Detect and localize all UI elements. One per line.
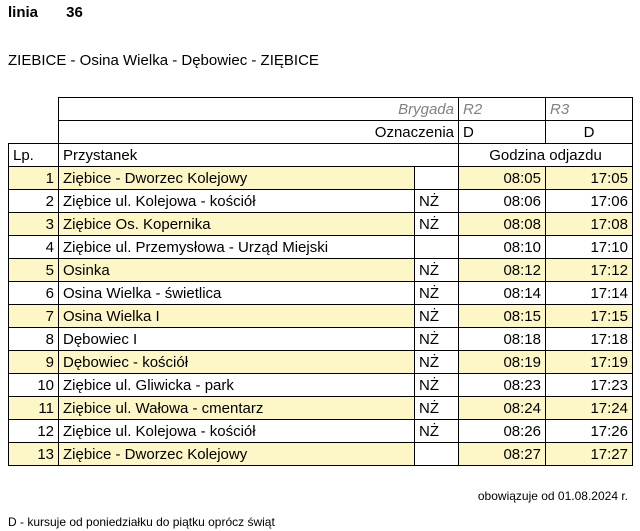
stop-name-cell: Ziębice - Dworzec Kolejowy	[59, 167, 415, 190]
stop-number-cell: 10	[9, 374, 59, 397]
departure-r3-cell: 17:18	[546, 328, 633, 351]
designation-row	[9, 121, 633, 144]
effective-date-note: obowiązuje od 01.08.2024 r.	[477, 489, 628, 503]
departure-r2-cell: 08:26	[459, 420, 546, 443]
stop-name-cell: Dębowiec - kościół	[59, 351, 415, 374]
stop-header: Przystanek	[59, 144, 459, 167]
table-row	[9, 420, 633, 443]
header-row	[9, 144, 633, 167]
request-stop-mark-cell: NŻ	[415, 213, 459, 236]
brigade-row	[9, 98, 633, 121]
departure-r2-cell: 08:18	[459, 328, 546, 351]
departure-r2-cell: 08:06	[459, 190, 546, 213]
request-stop-mark-cell	[415, 236, 459, 259]
table-row	[9, 351, 633, 374]
departure-r2-cell: 08:12	[459, 259, 546, 282]
stop-name-cell: Ziębice Os. Kopernika	[59, 213, 415, 236]
stop-name-cell: Osina Wielka I	[59, 305, 415, 328]
table-row	[9, 213, 633, 236]
stop-name-cell: Ziębice ul. Kolejowa - kościół	[59, 190, 415, 213]
brigade-label: Brygada	[59, 98, 459, 121]
blank-cell	[9, 121, 59, 144]
request-stop-mark-cell: NŻ	[415, 259, 459, 282]
table-row	[9, 282, 633, 305]
request-stop-mark-cell: NŻ	[415, 305, 459, 328]
departure-r2-cell: 08:24	[459, 397, 546, 420]
request-stop-mark-cell: NŻ	[415, 351, 459, 374]
departure-r2-cell: 08:15	[459, 305, 546, 328]
departure-r2-cell: 08:27	[459, 443, 546, 466]
stop-name-cell: Osina Wielka - świetlica	[59, 282, 415, 305]
stop-number-cell: 9	[9, 351, 59, 374]
lp-header: Lp.	[9, 144, 59, 167]
request-stop-mark-cell: NŻ	[415, 328, 459, 351]
designation-label: Oznaczenia	[59, 121, 459, 144]
request-stop-mark-cell	[415, 443, 459, 466]
stop-number-cell: 1	[9, 167, 59, 190]
blank-cell	[9, 98, 59, 121]
stop-number-cell: 13	[9, 443, 59, 466]
departure-r3-cell: 17:15	[546, 305, 633, 328]
stop-number-cell: 4	[9, 236, 59, 259]
designation-r2: D	[459, 121, 546, 144]
stop-number-cell: 2	[9, 190, 59, 213]
brigade-r3: R3	[546, 98, 633, 121]
stop-number-cell: 5	[9, 259, 59, 282]
departure-r3-cell: 17:05	[546, 167, 633, 190]
stop-number-cell: 12	[9, 420, 59, 443]
stop-number-cell: 8	[9, 328, 59, 351]
request-stop-mark-cell: NŻ	[415, 420, 459, 443]
table-row	[9, 236, 633, 259]
departure-r3-cell: 17:24	[546, 397, 633, 420]
table-row	[9, 167, 633, 190]
legend-note: D - kursuje od poniedziałku do piątku oprócz świąt	[8, 515, 275, 529]
stop-name-cell: Ziębice ul. Gliwicka - park	[59, 374, 415, 397]
stop-name-cell: Ziębice ul. Wałowa - cmentarz	[59, 397, 415, 420]
stop-name-cell: Osinka	[59, 259, 415, 282]
table-row	[9, 305, 633, 328]
departure-r2-cell: 08:10	[459, 236, 546, 259]
departure-r2-cell: 08:19	[459, 351, 546, 374]
request-stop-mark-cell: NŻ	[415, 282, 459, 305]
table-row	[9, 259, 633, 282]
timetable	[8, 97, 633, 466]
departure-r3-cell: 17:12	[546, 259, 633, 282]
table-row	[9, 374, 633, 397]
timetable-body	[9, 98, 633, 466]
departure-r3-cell: 17:06	[546, 190, 633, 213]
stop-number-cell: 3	[9, 213, 59, 236]
request-stop-mark-cell: NŻ	[415, 374, 459, 397]
departure-r2-cell: 08:14	[459, 282, 546, 305]
request-stop-mark-cell: NŻ	[415, 397, 459, 420]
departure-r3-cell: 17:26	[546, 420, 633, 443]
departure-r3-cell: 17:27	[546, 443, 633, 466]
line-header	[8, 4, 83, 21]
departure-r3-cell: 17:19	[546, 351, 633, 374]
table-row	[9, 443, 633, 466]
stop-number-cell: 7	[9, 305, 59, 328]
line-label: linia	[8, 4, 39, 21]
table-row	[9, 397, 633, 420]
brigade-r2: R2	[459, 98, 546, 121]
departure-r3-cell: 17:10	[546, 236, 633, 259]
request-stop-mark-cell: NŻ	[415, 190, 459, 213]
stop-name-cell: Ziębice ul. Kolejowa - kościół	[59, 420, 415, 443]
route-title: ZIEBICE - Osina Wielka - Dębowiec - ZIĘBICE	[8, 52, 319, 69]
departure-r2-cell: 08:23	[459, 374, 546, 397]
departure-r3-cell: 17:23	[546, 374, 633, 397]
table-row	[9, 328, 633, 351]
stop-number-cell: 11	[9, 397, 59, 420]
request-stop-mark-cell	[415, 167, 459, 190]
designation-r3: D	[546, 121, 633, 144]
departure-r2-cell: 08:08	[459, 213, 546, 236]
stop-number-cell: 6	[9, 282, 59, 305]
time-header: Godzina odjazdu	[459, 144, 633, 167]
table-row	[9, 190, 633, 213]
departure-r3-cell: 17:08	[546, 213, 633, 236]
line-number: 36	[66, 4, 83, 21]
stop-name-cell: Ziębice - Dworzec Kolejowy	[59, 443, 415, 466]
departure-r3-cell: 17:14	[546, 282, 633, 305]
departure-r2-cell: 08:05	[459, 167, 546, 190]
stop-name-cell: Ziębice ul. Przemysłowa - Urząd Miejski	[59, 236, 415, 259]
stop-name-cell: Dębowiec I	[59, 328, 415, 351]
